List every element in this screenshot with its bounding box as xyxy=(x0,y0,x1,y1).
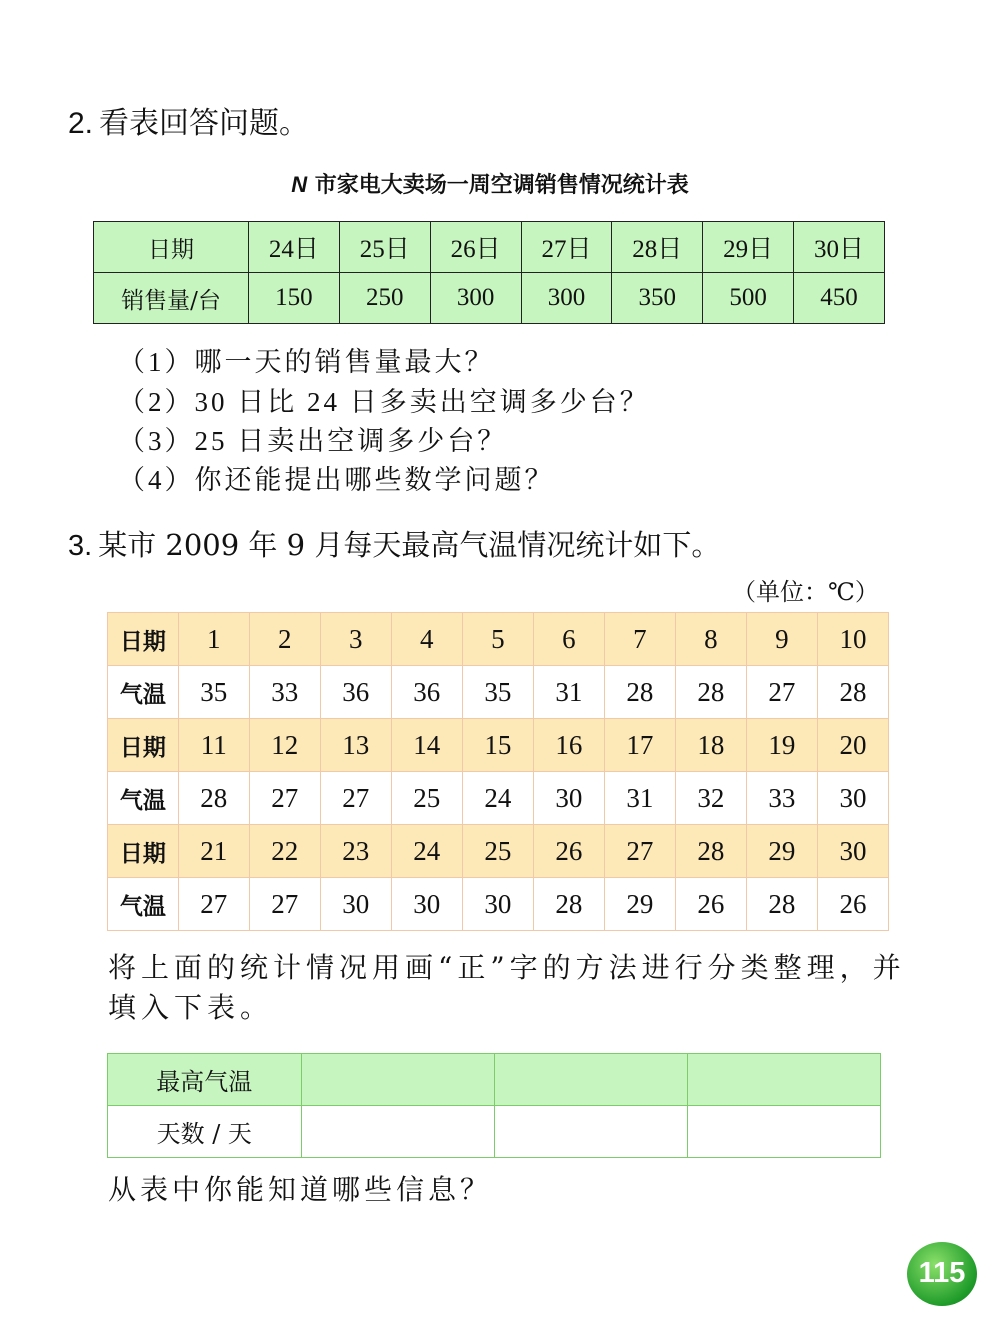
final-question: 从表中你能知道哪些信息？ xyxy=(108,1173,493,1206)
sales-cell: 300 xyxy=(521,273,612,324)
sales-cell: 150 xyxy=(249,273,340,324)
blank-cell[interactable] xyxy=(687,1054,880,1106)
temp-cell: 28 xyxy=(604,666,675,719)
sales-cell: 500 xyxy=(703,273,794,324)
question-number: 3. xyxy=(68,530,93,562)
date-cell: 26 xyxy=(533,825,604,878)
temp-cell: 35 xyxy=(462,666,533,719)
temp-cell: 28 xyxy=(533,878,604,931)
date-cell: 6 xyxy=(533,613,604,666)
temp-cell: 33 xyxy=(249,666,320,719)
sub-question: （4）你还能提出哪些数学问题？ xyxy=(118,465,555,495)
temp-cell: 27 xyxy=(249,772,320,825)
unit-label: （单位：℃） xyxy=(732,578,879,606)
date-cell: 15 xyxy=(462,719,533,772)
table-row xyxy=(108,772,889,825)
tally-table xyxy=(107,1053,881,1158)
temp-cell: 27 xyxy=(178,878,249,931)
row-header: 日期 xyxy=(108,825,179,878)
temp-cell: 31 xyxy=(533,666,604,719)
table-title-text: 市家电大卖场一周空调销售情况统计表 xyxy=(314,173,689,198)
sub-question: （2）30 日比 24 日多卖出空调多少台？ xyxy=(118,387,650,417)
date-cell: 24 xyxy=(391,825,462,878)
table-row xyxy=(108,666,889,719)
temp-cell: 28 xyxy=(746,878,817,931)
date-cell: 21 xyxy=(178,825,249,878)
question-title: 看表回答问题。 xyxy=(99,106,310,141)
date-cell: 29 xyxy=(746,825,817,878)
date-cell: 19 xyxy=(746,719,817,772)
date-cell: 12 xyxy=(249,719,320,772)
temp-cell: 36 xyxy=(320,666,391,719)
date-cell: 3 xyxy=(320,613,391,666)
table-row xyxy=(108,1106,881,1158)
date-cell: 2 xyxy=(249,613,320,666)
page-number-badge: 115 xyxy=(907,1242,977,1306)
table-row xyxy=(108,613,889,666)
sales-cell: 250 xyxy=(339,273,430,324)
temp-cell: 29 xyxy=(604,878,675,931)
temp-cell: 33 xyxy=(746,772,817,825)
temp-cell: 30 xyxy=(817,772,888,825)
blank-cell[interactable] xyxy=(494,1106,687,1158)
temp-cell: 24 xyxy=(462,772,533,825)
date-cell: 11 xyxy=(178,719,249,772)
date-cell: 23 xyxy=(320,825,391,878)
date-cell: 18 xyxy=(675,719,746,772)
sales-cell: 450 xyxy=(794,273,885,324)
blank-cell[interactable] xyxy=(301,1106,494,1158)
blank-cell[interactable] xyxy=(301,1054,494,1106)
city-letter: N xyxy=(291,172,308,197)
temp-cell: 28 xyxy=(817,666,888,719)
temp-cell: 30 xyxy=(320,878,391,931)
table-row xyxy=(94,273,885,324)
date-cell: 17 xyxy=(604,719,675,772)
sub-question: （1）哪一天的销售量最大？ xyxy=(118,347,495,377)
temp-cell: 36 xyxy=(391,666,462,719)
row-header: 日期 xyxy=(108,719,179,772)
question-title: 某市 2009 年 9 月每天最高气温情况统计如下。 xyxy=(98,528,721,562)
date-cell: 14 xyxy=(391,719,462,772)
sales-cell: 300 xyxy=(430,273,521,324)
date-cell: 10 xyxy=(817,613,888,666)
table-row xyxy=(94,222,885,273)
date-cell: 27 xyxy=(604,825,675,878)
question-number: 2. xyxy=(68,107,94,140)
date-cell: 4 xyxy=(391,613,462,666)
date-cell: 9 xyxy=(746,613,817,666)
blank-cell[interactable] xyxy=(687,1106,880,1158)
sales-table xyxy=(93,221,885,324)
temp-cell: 26 xyxy=(675,878,746,931)
date-cell: 28 xyxy=(675,825,746,878)
date-cell: 30日 xyxy=(794,222,885,273)
question-3-heading xyxy=(68,523,720,564)
temp-cell: 27 xyxy=(746,666,817,719)
date-cell: 27日 xyxy=(521,222,612,273)
sub-question: （3）25 日卖出空调多少台？ xyxy=(118,426,508,456)
date-cell: 22 xyxy=(249,825,320,878)
temp-cell: 27 xyxy=(320,772,391,825)
temp-cell: 30 xyxy=(533,772,604,825)
table-row xyxy=(108,825,889,878)
date-cell: 29日 xyxy=(703,222,794,273)
date-cell: 26日 xyxy=(430,222,521,273)
row-header: 最高气温 xyxy=(108,1054,302,1106)
date-cell: 5 xyxy=(462,613,533,666)
date-cell: 7 xyxy=(604,613,675,666)
temp-cell: 31 xyxy=(604,772,675,825)
date-cell: 25 xyxy=(462,825,533,878)
temp-cell: 26 xyxy=(817,878,888,931)
temp-cell: 30 xyxy=(462,878,533,931)
date-cell: 1 xyxy=(178,613,249,666)
temp-cell: 35 xyxy=(178,666,249,719)
date-cell: 13 xyxy=(320,719,391,772)
row-header: 气温 xyxy=(108,772,179,825)
temp-cell: 27 xyxy=(249,878,320,931)
temp-cell: 28 xyxy=(675,666,746,719)
temp-cell: 25 xyxy=(391,772,462,825)
date-cell: 25日 xyxy=(339,222,430,273)
blank-cell[interactable] xyxy=(494,1054,687,1106)
question-2-heading xyxy=(68,98,309,142)
instruction-text: 将上面的统计情况用画“正”字的方法进行分类整理，并填入下表。 xyxy=(108,951,906,1024)
row-header: 天数 / 天 xyxy=(108,1106,302,1158)
temp-cell: 32 xyxy=(675,772,746,825)
row-header: 日期 xyxy=(94,222,249,273)
date-cell: 16 xyxy=(533,719,604,772)
sales-cell: 350 xyxy=(612,273,703,324)
row-header: 气温 xyxy=(108,666,179,719)
table-title xyxy=(0,168,980,199)
date-cell: 24日 xyxy=(249,222,340,273)
date-cell: 30 xyxy=(817,825,888,878)
date-cell: 20 xyxy=(817,719,888,772)
temp-cell: 28 xyxy=(178,772,249,825)
table-row xyxy=(108,719,889,772)
date-cell: 28日 xyxy=(612,222,703,273)
date-cell: 8 xyxy=(675,613,746,666)
table-row xyxy=(108,878,889,931)
table-row xyxy=(108,1054,881,1106)
temp-cell: 30 xyxy=(391,878,462,931)
row-header: 日期 xyxy=(108,613,179,666)
temperature-table xyxy=(107,612,889,931)
row-header: 销售量/台 xyxy=(94,273,249,324)
row-header: 气温 xyxy=(108,878,179,931)
